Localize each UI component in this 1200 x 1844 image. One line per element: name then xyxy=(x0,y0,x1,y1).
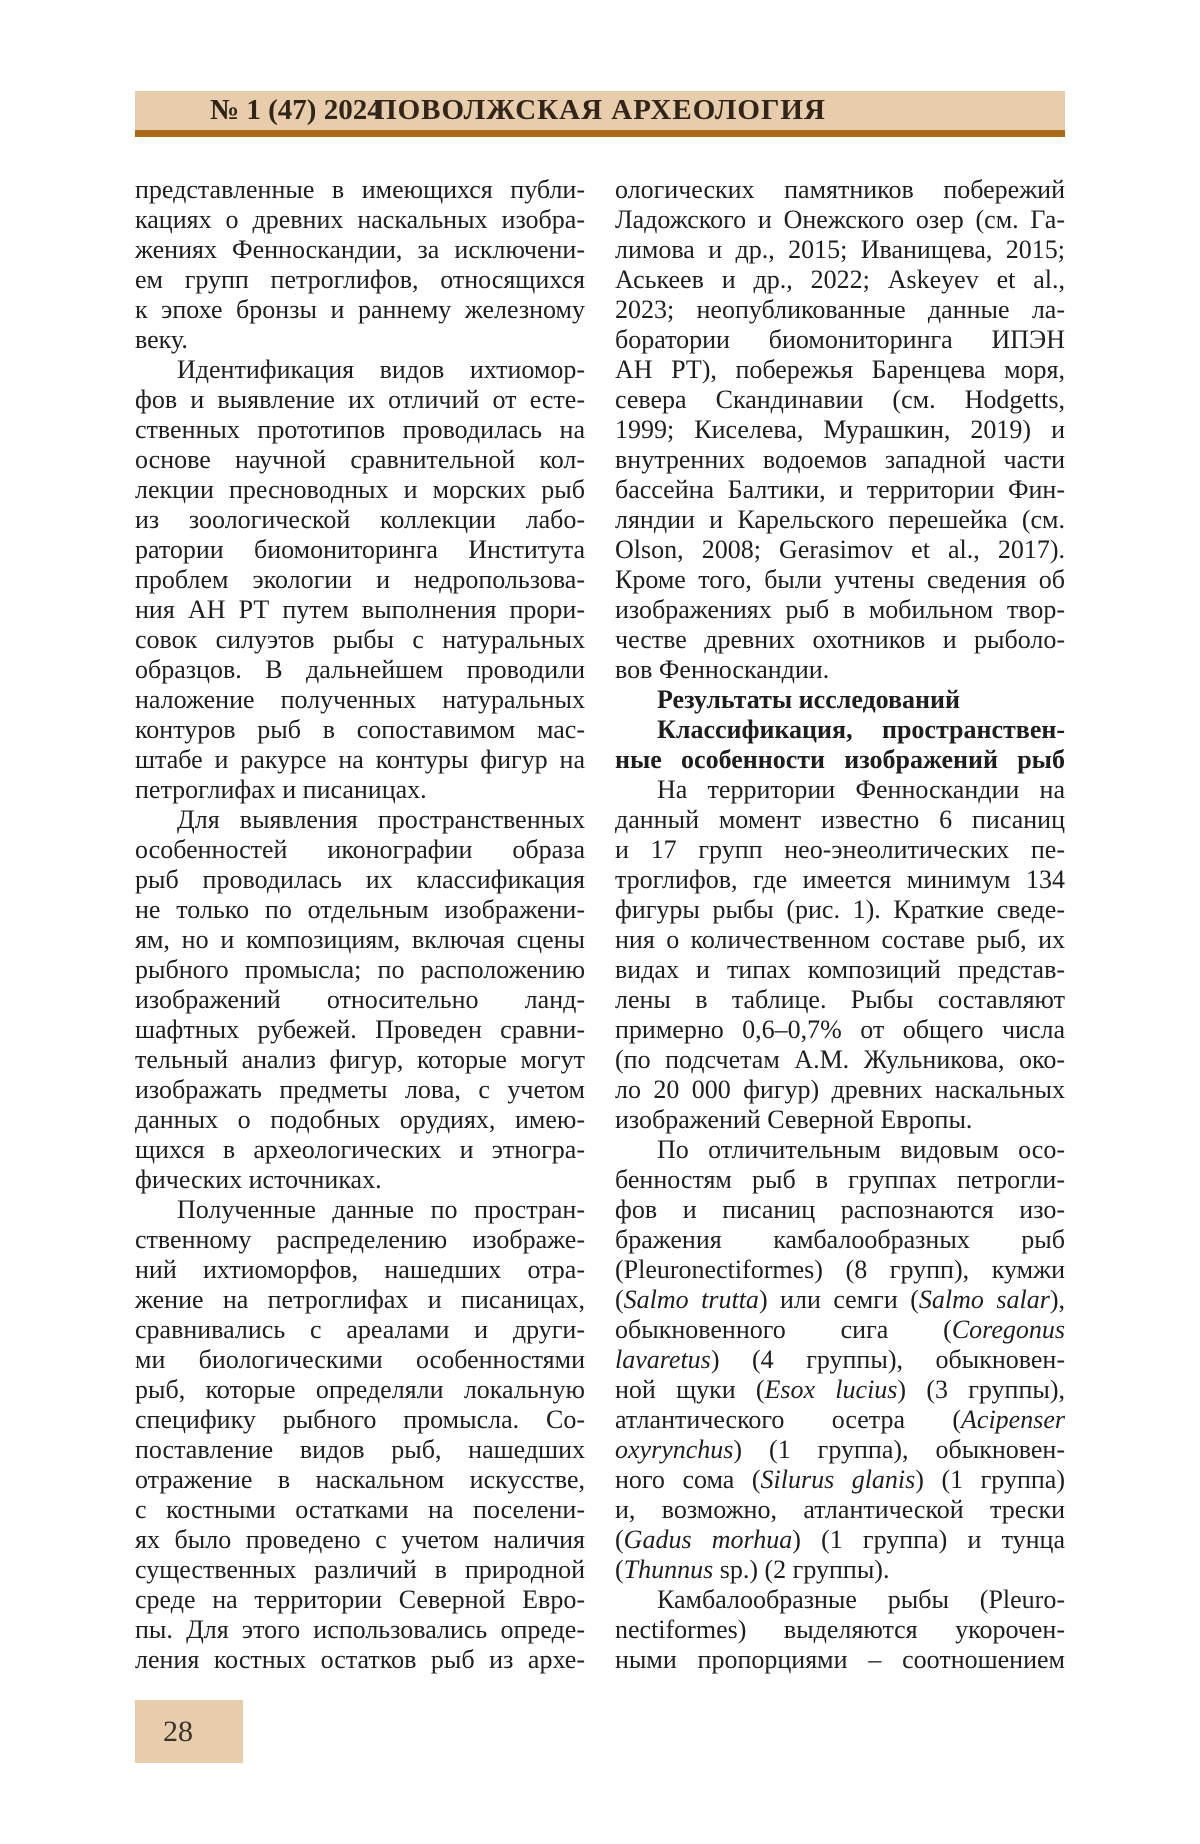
text-line: фических источниках. xyxy=(135,1165,382,1194)
text-line: поставление видов рыб, нашедших xyxy=(135,1435,585,1464)
text-line: видах и типах композиций представ- xyxy=(615,955,1065,984)
text-line: Ладожского и Онежского озер (см. Га- xyxy=(615,205,1065,234)
text-line: рыбного промысла; по расположению xyxy=(135,955,585,984)
text-line: обыкновенного сига (Coregonus xyxy=(615,1315,1065,1344)
text-line: щихся в археологических и этногра- xyxy=(135,1135,585,1164)
text-line: и 17 групп нео-энеолитических пе- xyxy=(615,835,1065,864)
text-line: бассейна Балтики, и территории Фин- xyxy=(615,475,1065,504)
text-line: На территории Фенноскандии на xyxy=(657,775,1065,804)
text-line: ные особенности изображений рыб xyxy=(615,745,1065,774)
text-line: изображать предметы лова, с учетом xyxy=(135,1075,585,1104)
text-line: контуров рыб в сопоставимом мас- xyxy=(135,715,585,744)
text-line: ми биологическими особенностями xyxy=(135,1345,585,1374)
text-line: (по подсчетам А.М. Жульникова, око- xyxy=(615,1045,1065,1074)
text-line: среде на территории Северной Евро- xyxy=(135,1585,585,1614)
text-line: образцов. В дальнейшем проводили xyxy=(135,655,585,684)
text-line: лимова и др., 2015; Иванищева, 2015; xyxy=(615,235,1065,264)
issue-number: № 1 (47) 2024 xyxy=(210,94,382,126)
text-line: внутренних водоемов западной части xyxy=(615,445,1065,474)
text-line: lavaretus) (4 группы), обыкновен- xyxy=(615,1345,1065,1374)
text-line: троглифов, где имеется минимум 134 xyxy=(615,865,1065,894)
text-line: (Salmo trutta) или семги (Salmo salar), xyxy=(615,1285,1065,1314)
page-number-box xyxy=(135,1700,243,1763)
text-line: ственных прототипов проводилась на xyxy=(135,415,585,444)
text-line: ратории биомониторинга Института xyxy=(135,535,585,564)
text-line: ния АН РТ путем выполнения прори- xyxy=(135,595,585,624)
text-line: петроглифах и писаницах. xyxy=(135,775,427,804)
header-rule xyxy=(135,130,1065,137)
text-line: совок силуэтов рыбы с натуральных xyxy=(135,625,585,654)
text-line: атлантического осетра (Acipenser xyxy=(615,1405,1065,1434)
text-line: особенностей иконографии образа xyxy=(135,835,585,864)
text-line: севера Скандинавии (см. Hodgetts, xyxy=(615,385,1065,414)
text-line: данных о подобных орудиях, имею- xyxy=(135,1105,585,1134)
text-line: oxyrynchus) (1 группа), обыкновен- xyxy=(615,1435,1065,1464)
text-line: Кроме того, были учтены сведения об xyxy=(615,565,1065,594)
text-line: рыб, которые определяли локальную xyxy=(135,1375,585,1404)
text-line: Для выявления пространственных xyxy=(177,805,585,834)
text-line: ственному распределению изображе- xyxy=(135,1225,585,1254)
text-line: nectiformes) выделяются укорочен- xyxy=(615,1615,1065,1644)
text-line: ния о количественном составе рыб, их xyxy=(615,925,1065,954)
text-line: По отличительным видовым осо- xyxy=(657,1135,1065,1164)
text-line: (Pleuronectiformes) (8 групп), кумжи xyxy=(615,1255,1065,1284)
text-line: штабе и ракурсе на контуры фигур на xyxy=(135,745,585,774)
text-line: ной щуки (Esox lucius) (3 группы), xyxy=(615,1375,1065,1404)
text-line: к эпохе бронзы и раннему железному xyxy=(135,295,585,324)
text-line: шафтных рубежей. Проведен сравни- xyxy=(135,1015,585,1044)
text-line: ем групп петроглифов, относящихся xyxy=(135,265,585,294)
text-line: боратории биомониторинга ИПЭН xyxy=(615,325,1065,354)
text-line: лены в таблице. Рыбы составляют xyxy=(615,985,1065,1014)
text-line: отражение в наскальном искусстве, xyxy=(135,1465,585,1494)
text-line: АН РТ), побережья Баренцева моря, xyxy=(615,355,1065,384)
journal-title: ПОВОЛЖСКАЯ АРХЕОЛОГИЯ xyxy=(374,94,826,126)
text-line: представленные в имеющихся публи- xyxy=(135,175,585,204)
text-line: веку. xyxy=(135,325,188,354)
text-line: ний ихтиоморфов, нашедших отра- xyxy=(135,1255,585,1284)
text-line: Результаты исследований xyxy=(657,685,960,714)
text-line: наложение полученных натуральных xyxy=(135,685,585,714)
text-line: рыб проводилась их классификация xyxy=(135,865,585,894)
text-line: не только по отдельным изображени- xyxy=(135,895,585,924)
text-line: примерно 0,6–0,7% от общего числа xyxy=(615,1015,1065,1044)
text-line: Идентификация видов ихтиомор- xyxy=(177,355,585,384)
text-line: ло 20 000 фигур) древних наскальных xyxy=(615,1075,1065,1104)
text-line: специфику рыбного промысла. Со- xyxy=(135,1405,585,1434)
header-band xyxy=(135,91,1065,130)
text-line: ными пропорциями – соотношением xyxy=(615,1645,1065,1674)
right-column xyxy=(615,175,1065,1675)
text-line: (Thunnus sp.) (2 группы). xyxy=(615,1555,890,1584)
text-line: ного сома (Silurus glanis) (1 группа) xyxy=(615,1465,1065,1494)
page-number: 28 xyxy=(163,1714,193,1748)
text-line: проблем экологии и недропользова- xyxy=(135,565,585,594)
text-line: фов и писаниц распознаются изо- xyxy=(615,1195,1065,1224)
text-line: и, возможно, атлантической трески xyxy=(615,1495,1065,1524)
text-line: ления костных остатков рыб из архе- xyxy=(135,1645,585,1674)
text-line: Классификация, пространствен- xyxy=(657,715,1065,744)
text-line: с костными остатками на поселени- xyxy=(135,1495,585,1524)
text-line: существенных различий в природной xyxy=(135,1555,585,1584)
text-line: данный момент известно 6 писаниц xyxy=(615,805,1065,834)
text-line: Аськеев и др., 2022; Askeyev et al., xyxy=(615,265,1065,294)
text-line: сравнивались с ареалами и други- xyxy=(135,1315,585,1344)
text-line: основе научной сравнительной кол- xyxy=(135,445,585,474)
text-line: фигуры рыбы (рис. 1). Краткие сведе- xyxy=(615,895,1065,924)
text-line: ям, но и композициям, включая сцены xyxy=(135,925,585,954)
text-line: вов Фенноскандии. xyxy=(615,655,830,684)
text-line: Полученные данные по простран- xyxy=(177,1195,585,1224)
text-line: изображений Северной Европы. xyxy=(615,1105,973,1134)
text-line: ях было проведено с учетом наличия xyxy=(135,1525,585,1554)
text-line: ологических памятников побережий xyxy=(615,175,1065,204)
article-body xyxy=(135,175,1065,1675)
text-line: бенностям рыб в группах петрогли- xyxy=(615,1165,1065,1194)
text-line: тельный анализ фигур, которые могут xyxy=(135,1045,585,1074)
text-line: пы. Для этого использовались опреде- xyxy=(135,1615,585,1644)
text-line: фов и выявление их отличий от есте- xyxy=(135,385,585,414)
text-line: жениях Фенноскандии, за исключени- xyxy=(135,235,585,264)
text-line: кациях о древних наскальных изобра- xyxy=(135,205,585,234)
text-line: честве древних охотников и рыболо- xyxy=(615,625,1065,654)
text-line: Olson, 2008; Gerasimov et al., 2017). xyxy=(615,535,1065,564)
text-line: 1999; Киселева, Мурашкин, 2019) и xyxy=(615,415,1065,444)
text-line: изображений относительно ланд- xyxy=(135,985,585,1014)
text-line: жение на петроглифах и писаницах, xyxy=(135,1285,585,1314)
text-line: (Gadus morhua) (1 группа) и тунца xyxy=(615,1525,1065,1554)
text-line: Камбалообразные рыбы (Pleuro- xyxy=(657,1585,1065,1614)
text-line: изображениях рыб в мобильном твор- xyxy=(615,595,1065,624)
text-line: ляндии и Карельского перешейка (см. xyxy=(615,505,1065,534)
text-line: бражения камбалообразных рыб xyxy=(615,1225,1065,1254)
text-line: 2023; неопубликованные данные ла- xyxy=(615,295,1065,324)
left-column xyxy=(135,175,585,1675)
text-line: из зоологической коллекции лабо- xyxy=(135,505,585,534)
text-line: лекции пресноводных и морских рыб xyxy=(135,475,585,504)
